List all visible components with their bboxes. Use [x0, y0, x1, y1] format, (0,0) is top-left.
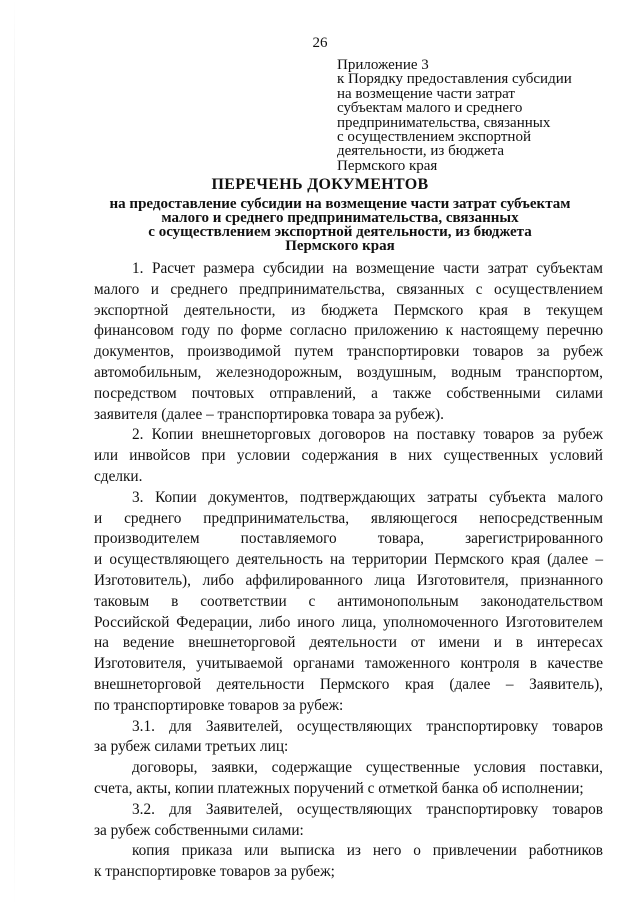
body-line: за рубеж собственными силами:	[94, 821, 304, 839]
body-line: по транспортировке товаров за рубеж:	[94, 696, 344, 714]
body-line: Изготовитель), либо аффилированного лица Изготовителя, признанного	[94, 571, 603, 589]
body-line: посредством почтовых отправлений, а также собственными силами	[94, 384, 603, 402]
body-line: экспортной деятельности, из бюджета Пермского края в текущем	[94, 301, 603, 319]
appendix-line: к Порядку предоставления субсидии	[337, 71, 572, 88]
body-line: 3.2. для Заявителей, осуществляющих транспортировку товаров	[132, 800, 603, 818]
body-line: счета, акты, копии платежных поручений с отметкой банка об исполнении;	[94, 779, 584, 797]
body-line: на ведение внешнеторговой деятельности от имени и в интересах	[94, 634, 603, 652]
page-number: 26	[312, 35, 328, 51]
body-line: 3. Копии документов, подтверждающих затраты субъекта малого	[132, 488, 603, 506]
body-line: малого и среднего предпринимательства, связанных с осуществлением	[94, 280, 603, 298]
document-subtitle	[70, 197, 610, 253]
body-line: за рубеж силами третьих лиц:	[94, 738, 289, 756]
appendix-line: предпринимательства, связанных	[337, 114, 551, 131]
appendix-line: Пермского края	[337, 157, 438, 174]
body-line: автомобильным, железнодорожным, воздушным, водным транспортом,	[94, 363, 603, 381]
body-line: внешнеторговой деятельности Пермского края (далее – Заявитель),	[94, 675, 603, 693]
appendix-line: Приложение 3	[337, 57, 429, 73]
body-line: финансовом году по форме согласно приложению к настоящему перечню	[94, 322, 603, 340]
subtitle-line: Пермского края	[285, 238, 395, 254]
body-line: производителем поставляемого товара, зарегистрированного	[94, 530, 603, 548]
subtitle-line: с осуществлением экспортной деятельности, из бюджета	[148, 224, 532, 240]
subtitle-line: малого и среднего предпринимательства, связанных	[161, 210, 519, 226]
body-line: таковым в соответствии с антимонопольным законодательством	[94, 592, 603, 610]
body-line: заявителя (далее – транспортировка товара за рубеж).	[94, 405, 444, 423]
appendix-line: с осуществлением экспортной	[337, 129, 531, 146]
appendix-line: деятельности, из бюджета	[337, 143, 504, 160]
body-line: копия приказа или выписка из него о привлечении работников	[132, 842, 603, 860]
document-title: ПЕРЕЧЕНЬ ДОКУМЕНТОВ	[211, 176, 429, 193]
body-line: 1. Расчет размера субсидии на возмещение части затрат субъектам	[132, 260, 603, 277]
body-line: Российской Федерации, либо иного лица, уполномоченного Изготовителем	[94, 613, 603, 631]
body-line: Изготовителя, учитываемой органами таможенного контроля в качестве	[94, 655, 603, 673]
body-line: или инвойсов при условии содержания в них существенных условий	[94, 447, 603, 465]
appendix-line: на возмещение части затрат	[337, 85, 515, 102]
body-line: сделки.	[94, 467, 143, 485]
scan-edge-line	[14, 0, 15, 905]
body-line: договоры, заявки, содержащие существенные условия поставки,	[132, 759, 603, 777]
body-line: к транспортировке товаров за рубеж;	[94, 863, 335, 881]
body-line: 3.1. для Заявителей, осуществляющих транспортировку товаров	[132, 717, 603, 735]
body-line: и среднего предпринимательства, являющегося непосредственным	[94, 509, 603, 527]
subtitle-line: на предоставление субсидии на возмещение части затрат субъектам	[109, 196, 571, 212]
document-body	[94, 259, 603, 883]
body-line: 2. Копии внешнеторговых договоров на поставку товаров за рубеж	[132, 426, 603, 444]
appendix-header	[337, 58, 627, 173]
body-line: документов, производимой путем транспортировки товаров за рубеж	[94, 343, 603, 361]
appendix-line: субъектам малого и среднего	[337, 100, 523, 117]
body-line: и осуществляющего деятельность на территории Пермского края (далее –	[94, 551, 603, 569]
